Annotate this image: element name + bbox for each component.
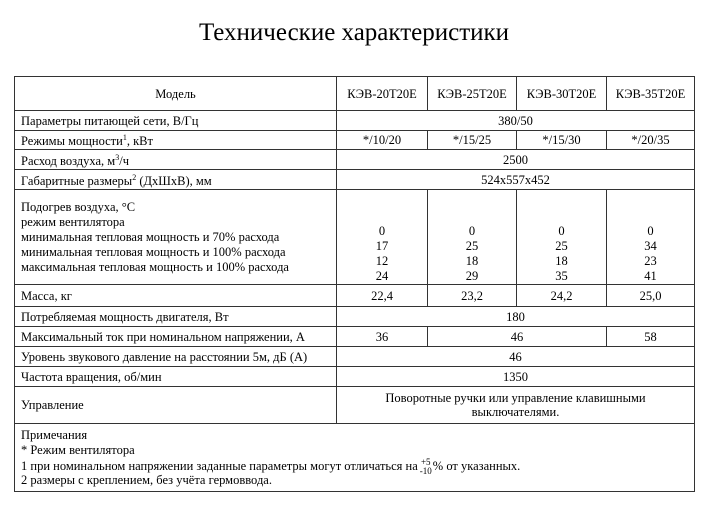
airflow-label: Расход воздуха, $м^3/ч$ (15, 150, 337, 170)
table-row (15, 131, 695, 150)
power-modes-label: Режимы мощности$^1$, кВт (15, 131, 337, 150)
heating-label: Подогрев воздуха, °С режим вентилятора минимальная тепловая мощность и 70% расхода минимальная тепловая мощность и 100% расхода максимальная тепловая мощность и 100% расхода (15, 190, 337, 285)
dimensions-value: 524x557x452 (337, 170, 695, 190)
rotation-value: 1350 (337, 367, 695, 387)
heating-values-3: 0 25 18 35 (517, 190, 607, 285)
note-3: 2 размеры с креплением, без учёта гермоввода. (21, 472, 272, 487)
power-modes-1: */10/20 (337, 131, 428, 150)
mass-4: 25,0 (607, 285, 695, 307)
max-current-23: 46 (428, 327, 607, 347)
note-1: * Режим вентилятора (21, 442, 135, 457)
power-modes-3: */15/30 (517, 131, 607, 150)
notes-row (15, 424, 695, 492)
model-col-3: КЭВ-30Т20Е (517, 77, 607, 111)
supply-value: 380/50 (337, 111, 695, 131)
control-label: Управление (15, 387, 337, 424)
model-col-1: КЭВ-20Т20Е (337, 77, 428, 111)
table-header-row (15, 77, 695, 111)
mass-2: 23,2 (428, 285, 517, 307)
heating-values-2: 0 25 18 29 (428, 190, 517, 285)
dimensions-label: Габаритные размеры$^2$ (ДхШхВ), мм (15, 170, 337, 190)
table-row (15, 170, 695, 190)
mass-label: Масса, кг (15, 285, 337, 307)
table-row (15, 387, 695, 424)
rotation-label: Частота вращения, об/мин (15, 367, 337, 387)
note-2: 1 при номинальном напряжении заданные параметры могут отличаться на +5 -10% от указанных. (21, 456, 521, 476)
model-col-2: КЭВ-25Т20Е (428, 77, 517, 111)
motor-power-label: Потребляемая мощность двигателя, Вт (15, 307, 337, 327)
power-modes-2: */15/25 (428, 131, 517, 150)
max-current-label: Максимальный ток при номинальном напряжении, А (15, 327, 337, 347)
control-value: Поворотные ручки или управление клавишными выключателями. (337, 387, 695, 424)
notes (15, 424, 695, 492)
table-row (15, 285, 695, 307)
table-row (15, 327, 695, 347)
motor-power-value: 180 (337, 307, 695, 327)
heating-values-4: 0 34 23 41 (607, 190, 695, 285)
table-row (15, 307, 695, 327)
table-row (15, 347, 695, 367)
table-row (15, 111, 695, 131)
mass-1: 22,4 (337, 285, 428, 307)
model-col-4: КЭВ-35Т20Е (607, 77, 695, 111)
table-row (15, 190, 695, 285)
max-current-1: 36 (337, 327, 428, 347)
noise-value: 46 (337, 347, 695, 367)
max-current-4: 58 (607, 327, 695, 347)
airflow-value: 2500 (337, 150, 695, 170)
heating-values-1: 0 17 12 24 (337, 190, 428, 285)
supply-label: Параметры питающей сети, В/Гц (15, 111, 337, 131)
noise-label: Уровень звукового давление на расстоянии 5м, дБ (А) (15, 347, 337, 367)
table-row (15, 367, 695, 387)
notes-heading: Примечания (21, 427, 88, 442)
tolerance: +5 -10 (419, 456, 432, 476)
power-modes-4: */20/35 (607, 131, 695, 150)
spec-table (14, 76, 695, 492)
table-row (15, 150, 695, 170)
mass-3: 24,2 (517, 285, 607, 307)
page-title: Технические характеристики (198, 19, 510, 46)
model-header: Модель (15, 77, 337, 111)
